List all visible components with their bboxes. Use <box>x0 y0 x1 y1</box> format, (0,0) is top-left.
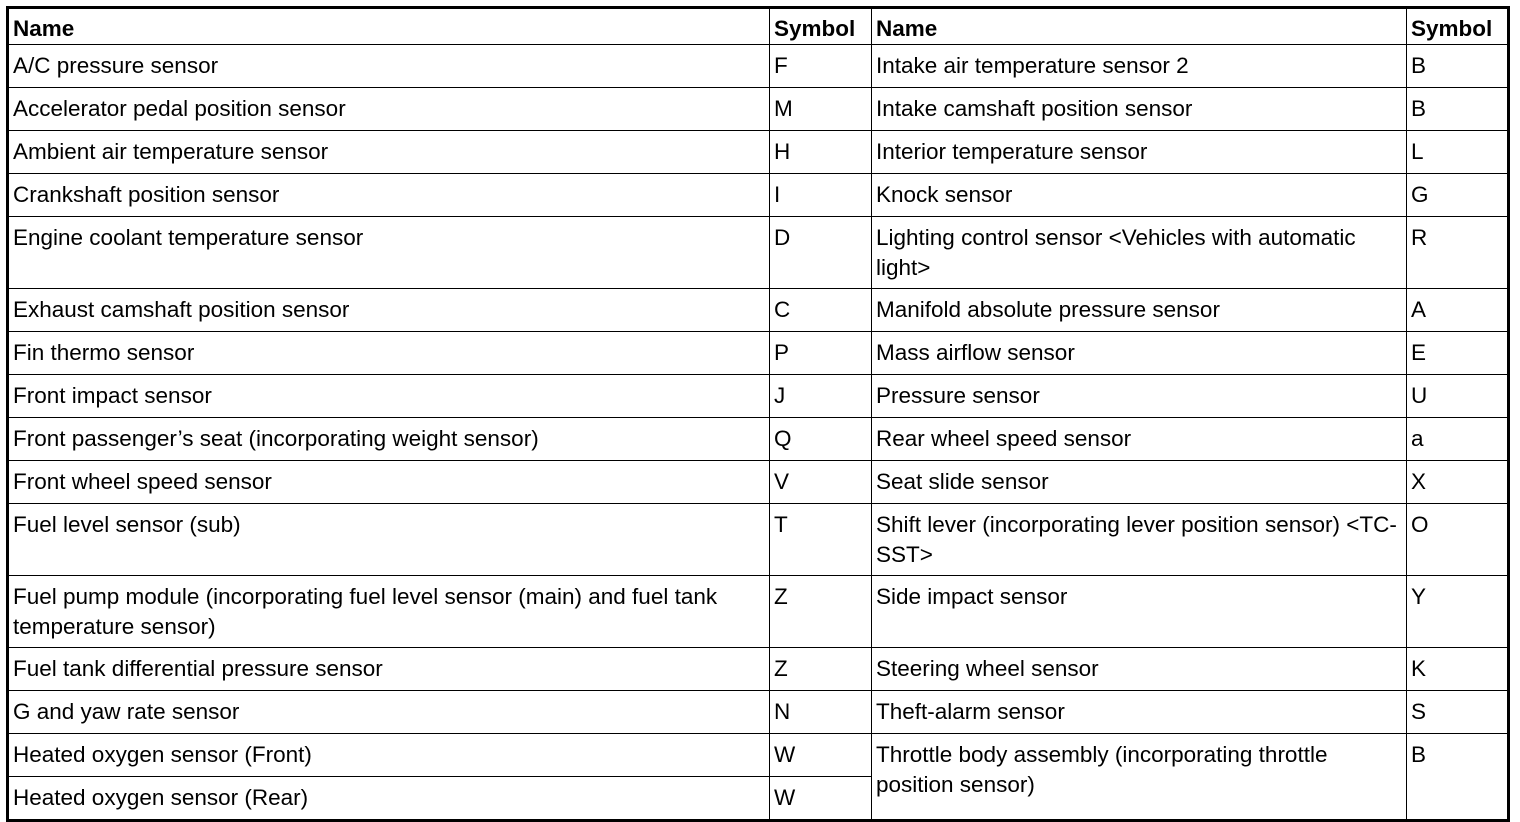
header-symbol-right: Symbol <box>1407 8 1509 45</box>
sensor-symbol-cell: O <box>1407 504 1509 576</box>
sensor-name-cell: Fuel level sensor (sub) <box>8 504 770 576</box>
sensor-name-cell: G and yaw rate sensor <box>8 691 770 734</box>
table-row <box>8 88 1509 131</box>
table-row <box>8 461 1509 504</box>
table-row <box>8 576 1509 648</box>
sensor-name-cell: A/C pressure sensor <box>8 45 770 88</box>
sensor-name-cell: Interior temperature sensor <box>872 131 1407 174</box>
sensor-symbol-cell: S <box>1407 691 1509 734</box>
sensor-name-cell: Ambient air temperature sensor <box>8 131 770 174</box>
sensor-symbol-cell: T <box>770 504 872 576</box>
sensor-symbol-cell: Z <box>770 576 872 648</box>
sensor-name-cell: Rear wheel speed sensor <box>872 418 1407 461</box>
table-row <box>8 418 1509 461</box>
sensor-symbol-cell: G <box>1407 174 1509 217</box>
sensor-symbol-cell: B <box>1407 734 1509 821</box>
sensor-name-cell: Crankshaft position sensor <box>8 174 770 217</box>
sensor-symbol-cell: D <box>770 217 872 289</box>
sensor-name-cell: Heated oxygen sensor (Front) <box>8 734 770 777</box>
sensor-name-cell: Theft-alarm sensor <box>872 691 1407 734</box>
table-row <box>8 648 1509 691</box>
sensor-symbol-cell: W <box>770 777 872 821</box>
sensor-name-cell: Pressure sensor <box>872 375 1407 418</box>
table-row <box>8 131 1509 174</box>
table-row <box>8 504 1509 576</box>
sensor-name-cell: Exhaust camshaft position sensor <box>8 289 770 332</box>
sensor-symbol-cell: X <box>1407 461 1509 504</box>
sensor-symbol-cell: C <box>770 289 872 332</box>
sensor-name-cell: Lighting control sensor <Vehicles with automatic light> <box>872 217 1407 289</box>
sensor-symbol-cell: J <box>770 375 872 418</box>
sensor-name-cell: Seat slide sensor <box>872 461 1407 504</box>
sensor-symbol-cell: E <box>1407 332 1509 375</box>
sensor-name-cell: Front passenger’s seat (incorporating weight sensor) <box>8 418 770 461</box>
table-row <box>8 289 1509 332</box>
sensor-name-cell: Heated oxygen sensor (Rear) <box>8 777 770 821</box>
sensor-name-cell: Knock sensor <box>872 174 1407 217</box>
sensor-symbol-cell: Z <box>770 648 872 691</box>
sensor-symbol-cell: N <box>770 691 872 734</box>
sensor-symbol-cell: B <box>1407 88 1509 131</box>
header-name-right: Name <box>872 8 1407 45</box>
table-row <box>8 45 1509 88</box>
table-row <box>8 217 1509 289</box>
sensor-symbol-cell: M <box>770 88 872 131</box>
sensor-symbol-cell: V <box>770 461 872 504</box>
sensor-name-cell: Side impact sensor <box>872 576 1407 648</box>
sensor-name-cell: Front impact sensor <box>8 375 770 418</box>
sensor-name-cell: Fuel tank differential pressure sensor <box>8 648 770 691</box>
sensor-symbol-cell: P <box>770 332 872 375</box>
header-name-left: Name <box>8 8 770 45</box>
sensor-symbol-cell: U <box>1407 375 1509 418</box>
sensor-symbol-cell: K <box>1407 648 1509 691</box>
header-symbol-left: Symbol <box>770 8 872 45</box>
sensor-name-cell: Mass airflow sensor <box>872 332 1407 375</box>
sensor-name-cell: Intake air temperature sensor 2 <box>872 45 1407 88</box>
sensor-name-cell: Fin thermo sensor <box>8 332 770 375</box>
sensor-symbol-cell: a <box>1407 418 1509 461</box>
sensor-symbol-cell: Q <box>770 418 872 461</box>
table-header-row <box>8 8 1509 45</box>
sensor-symbol-cell: A <box>1407 289 1509 332</box>
sensor-name-cell: Throttle body assembly (incorporating throttle position sensor) <box>872 734 1407 821</box>
sensor-symbol-cell: F <box>770 45 872 88</box>
sensor-symbol-cell: Y <box>1407 576 1509 648</box>
table-row <box>8 691 1509 734</box>
sensor-symbol-cell: R <box>1407 217 1509 289</box>
sensor-symbol-cell: B <box>1407 45 1509 88</box>
sensor-symbol-cell: H <box>770 131 872 174</box>
sensor-name-cell: Shift lever (incorporating lever position sensor) <TC-SST> <box>872 504 1407 576</box>
sensor-name-cell: Fuel pump module (incorporating fuel level sensor (main) and fuel tank temperature sensor) <box>8 576 770 648</box>
sensor-name-cell: Front wheel speed sensor <box>8 461 770 504</box>
sensor-name-cell: Steering wheel sensor <box>872 648 1407 691</box>
table-row <box>8 332 1509 375</box>
table-row <box>8 174 1509 217</box>
sensor-name-cell: Intake camshaft position sensor <box>872 88 1407 131</box>
table-row <box>8 734 1509 777</box>
sensor-symbol-table <box>6 6 1510 822</box>
sensor-name-cell: Manifold absolute pressure sensor <box>872 289 1407 332</box>
table-row <box>8 375 1509 418</box>
sensor-symbol-cell: W <box>770 734 872 777</box>
sensor-symbol-cell: L <box>1407 131 1509 174</box>
sensor-name-cell: Accelerator pedal position sensor <box>8 88 770 131</box>
sensor-name-cell: Engine coolant temperature sensor <box>8 217 770 289</box>
sensor-symbol-cell: I <box>770 174 872 217</box>
